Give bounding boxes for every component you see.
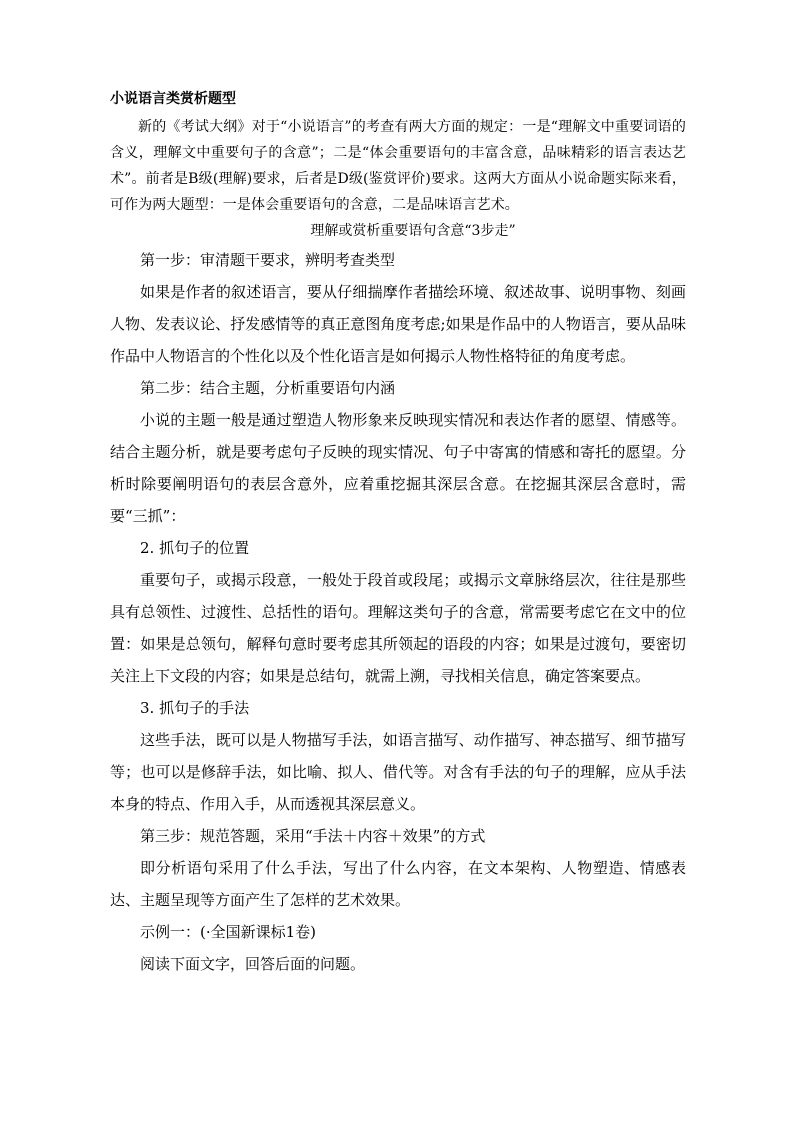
step1-paragraph: 如果是作者的叙述语言，要从仔细揣摩作者描绘环境、叙述故事、说明事物、刻画人物、发表议论、抒发感情等的真正意图角度考虑;如果是作品中的人物语言，要从品味作品中人物语言的个性化以及个性化语言是如何揭示人物性格特征的角度考虑。 [110, 283, 686, 365]
document-title: 小说语言类赏析题型 [110, 91, 236, 107]
step3-heading: 第三步：规范答题，采用“手法＋内容＋效果”的方式 [140, 827, 486, 845]
point2-heading: 2. 抓句子的位置 [140, 539, 250, 557]
example-instruction: 阅读下面文字，回答后面的问题。 [140, 955, 366, 973]
example-heading: 示例一：(·全国新课标1卷) [140, 923, 317, 941]
document-body [110, 88, 686, 980]
section-subtitle: 理解或赏析重要语句含意“3步走” [310, 223, 516, 239]
point3-heading: 3. 抓句子的手法 [140, 699, 250, 717]
intro-paragraph: 新的《考试大纲》对于“小说语言”的考查有两大方面的规定：一是“理解文中重要词语的含义，理解文中重要句子的含意”；二是“体会重要语句的丰富含意，品味精彩的语言表达艺术”。前者是B级(理解)要求，后者是D级(鉴赏评价)要求。这两大方面从小说命题实际来看，可作为两大题型：一是体会重要语句的含意，二是品味语言艺术。 [110, 119, 686, 213]
point2-paragraph: 重要句子，或揭示段意，一般处于段首或段尾；或揭示文章脉络层次，往往是那些具有总领性、过渡性、总括性的语句。理解这类句子的含意，常需要考虑它在文中的位置：如果是总领句，解释句意时要考虑其所领起的语段的内容；如果是过渡句，要密切关注上下文段的内容；如果是总结句，就需上溯，寻找相关信息，确定答案要点。 [110, 571, 686, 685]
step2-paragraph: 小说的主题一般是通过塑造人物形象来反映现实情况和表达作者的愿望、情感等。结合主题分析，就是要考虑句子反映的现实情况、句子中寄寓的情感和寄托的愿望。分析时除要阐明语句的表层含意外，应着重挖掘其深层含意。在挖掘其深层含意时，需要“三抓”： [110, 411, 686, 525]
step2-heading: 第二步：结合主题，分析重要语句内涵 [140, 379, 396, 397]
step3-paragraph: 即分析语句采用了什么手法，写出了什么内容，在文本架构、人物塑造、情感表达、主题呈现等方面产生了怎样的艺术效果。 [110, 859, 686, 909]
point3-paragraph: 这些手法，既可以是人物描写手法，如语言描写、动作描写、神态描写、细节描写等；也可以是修辞手法，如比喻、拟人、借代等。对含有手法的句子的理解，应从手法本身的特点、作用入手，从而透视其深层意义。 [110, 731, 686, 813]
step1-heading: 第一步：审清题干要求，辨明考查类型 [140, 251, 396, 269]
